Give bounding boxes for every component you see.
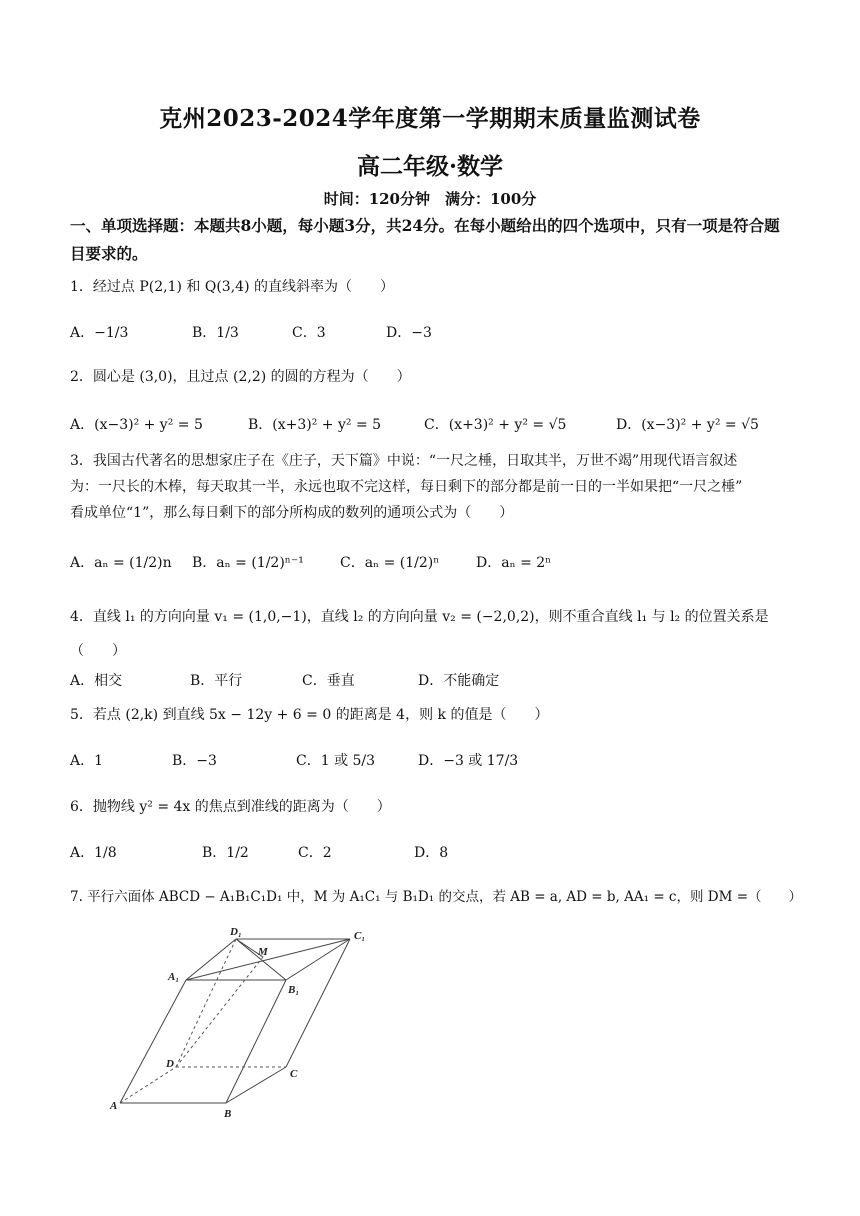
question-4-stem-line-1: 4．直线 l₁ 的方向向量 v₁ = (1,0,−1)，直线 l₂ 的方向向量 v₂ = (−2,0,2)，则不重合直线 l₁ 与 l₂ 的位置关系是 [70,609,769,625]
exam-title: 克州2023-2024学年度第一学期期末质量监测试卷 [159,105,701,132]
question-3-stem-line-2: 为：一尺长的木棒，每天取其一半，永远也取不完这样，每日剩下的部分都是前一日的一半如果把“一尺之棰” [70,479,743,495]
q6-option-b: B．1/2 [202,845,249,861]
label-b1: B₁ [288,984,300,996]
hidden-edge-a-d [120,1067,176,1103]
q2-option-b: B．(x+3)² + y² = 5 [248,417,382,433]
exam-time-info: 时间：120分钟 满分：100分 [323,190,537,208]
q5-option-a: A．1 [70,753,104,769]
question-3-stem-line-3: 看成单位“1”，那么每日剩下的部分所构成的数列的通项公式为（ ） [70,505,514,521]
q5-option-b: B．−3 [172,753,217,769]
question-7-stem: 7. 平行六面体 ABCD − A₁B₁C₁D₁ 中，M 为 A₁C₁ 与 B₁D₁ 的交点，若 AB = a, AD = b, AA₁ = c，则 DM =（ ） [70,889,803,905]
q3-option-b: B．aₙ = (1/2)ⁿ⁻¹ [192,555,304,571]
q3-option-c: C．aₙ = (1/2)ⁿ [340,555,440,571]
exam-subtitle: 高二年级·数学 [356,153,503,180]
q4-option-b: B．平行 [190,673,243,689]
q1-option-d: D．−3 [386,325,432,341]
question-1-stem: 1．经过点 P(2,1) 和 Q(3,4) 的直线斜率为（ ） [70,279,394,295]
q2-option-a: A．(x−3)² + y² = 5 [70,417,203,433]
label-c: C [290,1068,298,1080]
label-m: M [258,946,268,958]
section-heading: 一、单项选择题：本题共8小题，每小题3分，共24分。在每小题给出的四个选项中，只有一项是符合题目要求的。 [70,216,780,263]
hidden-edge-d-d1 [176,939,236,1067]
question-6-stem: 6．抛物线 y² = 4x 的焦点到准线的距离为（ ） [70,799,391,815]
parallelepiped-figure [108,925,378,1125]
q6-option-d: D．8 [414,845,449,861]
q1-option-c: C．3 [292,325,326,341]
label-b: B [224,1108,232,1120]
label-d: D [166,1058,174,1070]
label-a: A [110,1100,118,1112]
edge-b1-c1 [286,939,350,980]
edge-a-a1 [120,980,186,1103]
q6-option-c: C．2 [298,845,332,861]
q4-option-c: C．垂直 [302,673,355,689]
question-2-stem: 2．圆心是 (3,0)，且过点 (2,2) 的圆的方程为（ ） [70,369,411,385]
q3-option-a: A．aₙ = (1/2)n [70,555,172,571]
edge-c-c1 [286,939,350,1067]
question-3-stem-line-1: 3．我国古代著名的思想家庄子在《庄子，天下篇》中说：“一尺之棰，日取其半，万世不竭”用现代语言叙述 [70,453,738,469]
q3-option-d: D．aₙ = 2ⁿ [476,555,552,571]
label-a1: A₁ [168,971,180,983]
q4-option-d: D．不能确定 [418,673,500,689]
q1-option-a: A．−1/3 [70,325,129,341]
q2-option-d: D．(x−3)² + y² = √5 [616,417,759,433]
label-c1: C₁ [354,930,366,942]
question-5-stem: 5．若点 (2,k) 到直线 5x − 12y + 6 = 0 的距离是 4，则 k 的值是（ ） [70,707,549,723]
q5-option-d: D．−3 或 17/3 [418,753,519,769]
label-d1: D₁ [230,926,242,938]
q5-option-c: C．1 或 5/3 [296,753,376,769]
q2-option-c: C．(x+3)² + y² = √5 [424,417,567,433]
q6-option-a: A．1/8 [70,845,117,861]
question-4-stem-line-2: （ ） [70,643,126,659]
q4-option-a: A．相交 [70,673,123,689]
q1-option-b: B．1/3 [192,325,239,341]
